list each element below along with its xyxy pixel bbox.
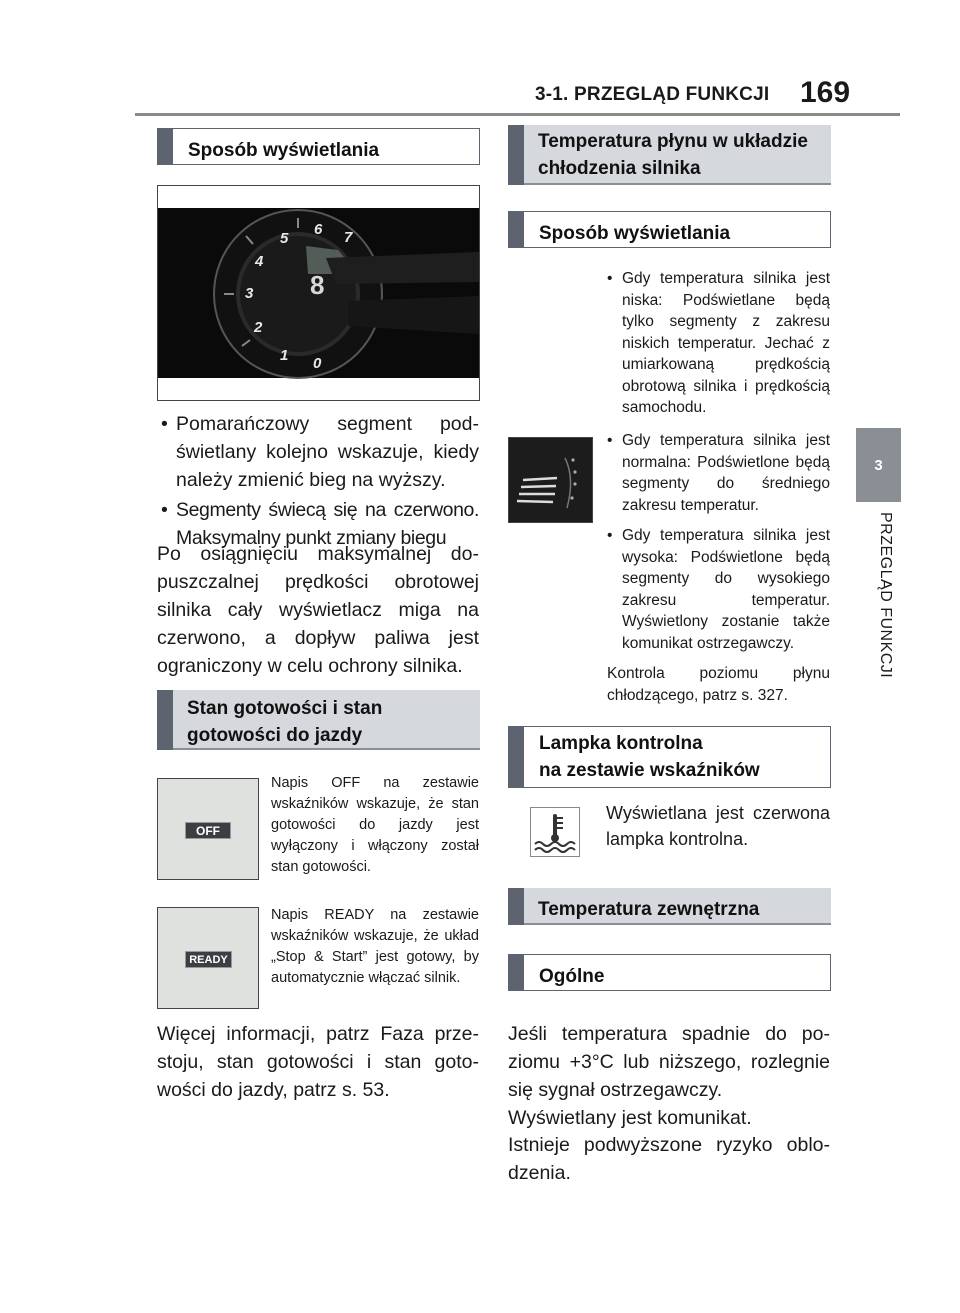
gauge-label: 6 <box>314 221 323 238</box>
ready-badge: READY <box>185 951 232 968</box>
heading-line: chłodzenia silnika <box>538 158 701 179</box>
section-heading-display-mode-2 <box>508 211 831 248</box>
off-badge: OFF <box>185 822 231 839</box>
heading-line: Lampka kontrolna <box>539 733 703 754</box>
section-heading-indicator-light <box>508 726 831 788</box>
heading-bar <box>508 125 524 185</box>
heading-text: Sposób wyświetlania <box>188 140 380 161</box>
heading-bar <box>508 726 524 788</box>
heading-line: gotowości do jazdy <box>187 725 363 746</box>
section-heading-outside-temperature <box>508 888 831 925</box>
heading-line: Stan gotowości i stan <box>187 698 383 719</box>
bullet-text: Pomarańczowy segment podświetlany kolejno wskazuje, kiedy należy zmienić bieg na wyższy. <box>176 413 479 491</box>
bullet-text: Gdy temperatura silnika jest wysoka: Podświetlone będą segmenty do wysokiego zakresu temperatur. Wyświetlony zostanie także komunikat ostrzegawczy. <box>622 527 830 652</box>
page-number: 169 <box>800 76 851 109</box>
bullet-dot: • <box>607 432 613 449</box>
heading-text: Sposób wyświetlania <box>539 223 731 244</box>
paragraph-more-info: Więcej informacji, patrz Faza przestoju, stan gotowości i stan gotowości do jazdy, patrz s. 53. <box>157 1023 479 1101</box>
off-description: Napis OFF na zestawie wskaźników wskazuje, że stan gotowości do jazdy jest wyłączony i włączony został stan gotowości. <box>271 775 479 875</box>
bullet-dot: • <box>161 499 168 521</box>
running-header-section-title: 3-1. PRZEGLĄD FUNKCJI <box>535 84 770 105</box>
heading-text: Temperatura zewnętrzna <box>538 899 760 920</box>
paragraph-message-shown: Wyświetlany jest komunikat. <box>508 1107 752 1129</box>
tachometer-illustration <box>157 185 480 401</box>
heading-bar <box>157 128 173 165</box>
gauge-label: 3 <box>245 285 254 302</box>
ready-indicator-image <box>157 907 259 1009</box>
coolant-temperature-warning-icon <box>530 807 580 857</box>
gauge-label: 0 <box>313 355 322 372</box>
bullet-dot: • <box>607 270 613 287</box>
chapter-side-label: PRZEGLĄD FUNKCJI <box>877 512 894 679</box>
bullet-text: Gdy temperatura silnika jest niska: Podświetlane będą tylko segmenty z zakresu niskich temperatur. Jechać z umiarkowaną prędkością obrotową silnika i prędkością samochodu. <box>622 270 830 416</box>
list-item <box>607 525 830 654</box>
coolant-gauge-graphic <box>509 438 592 522</box>
heading-line: Temperatura płynu w układzie <box>538 131 808 152</box>
bullet-dot: • <box>607 527 613 544</box>
section-heading-readiness <box>157 690 480 750</box>
heading-text: Ogólne <box>539 966 605 987</box>
bullet-text: Gdy temperatura silnika jest normalna: Podświetlone będą segmenty do średniego zakresu temperatur. <box>622 432 830 514</box>
gear-indicator: 8 <box>310 270 325 300</box>
heading-text <box>525 727 774 792</box>
bullet-text: Segmenty świecą się na czerwono. Maksymalny punkt zmiany biegu <box>176 499 479 549</box>
section-heading-general <box>508 954 831 991</box>
heading-bar <box>508 211 524 248</box>
bullet-dot: • <box>161 413 168 435</box>
tachometer-graphic <box>158 186 479 400</box>
list-item <box>607 430 830 516</box>
heading-bar <box>508 888 524 925</box>
header-rule <box>135 113 900 116</box>
heading-bar <box>508 954 524 991</box>
heading-bar <box>157 690 173 750</box>
thermometer-waves-icon <box>531 808 579 856</box>
ready-description: Napis READY na zestawie wskaźników wskazuje, że układ „Stop & Start” jest gotowy, by automatycznie włączać silnik. <box>271 907 479 986</box>
paragraph-icing-risk: Istnieje podwyższone ryzyko oblodzenia. <box>508 1134 830 1184</box>
heading-line: na zestawie wskaźników <box>539 760 760 781</box>
coolant-level-note: Kontrola poziomu płynu chłodzącego, patrz s. 327. <box>607 665 830 704</box>
gauge-label: 1 <box>280 347 289 364</box>
heading-text <box>173 690 396 757</box>
off-indicator-image <box>157 778 259 880</box>
gauge-label: 5 <box>280 230 289 247</box>
paragraph-frost-warning: Jeśli temperatura spadnie do poziomu +3°C lub niższego, rozlegnie się sygnał ostrzegawczy. <box>508 1023 830 1101</box>
heading-text <box>524 125 822 190</box>
section-heading-display-mode <box>157 128 480 165</box>
list-item <box>161 410 479 494</box>
gauge-label: 2 <box>254 319 263 336</box>
warning-light-description: Wyświetlana jest czerwona lampka kontrolna. <box>606 803 830 849</box>
paragraph-rev-limit: Po osiągnięciu maksymalnej dopuszczalnej prędkości obrotowej silnika cały wyświetlacz miga na czerwono, a dopływ paliwa jest ograniczony w celu ochrony silnika. <box>157 543 479 677</box>
gauge-label: 4 <box>255 253 264 270</box>
list-item <box>607 268 830 419</box>
gauge-label: 7 <box>344 229 353 246</box>
chapter-tab: 3 <box>856 428 901 502</box>
coolant-gauge-image <box>508 437 593 523</box>
section-heading-coolant <box>508 125 831 185</box>
